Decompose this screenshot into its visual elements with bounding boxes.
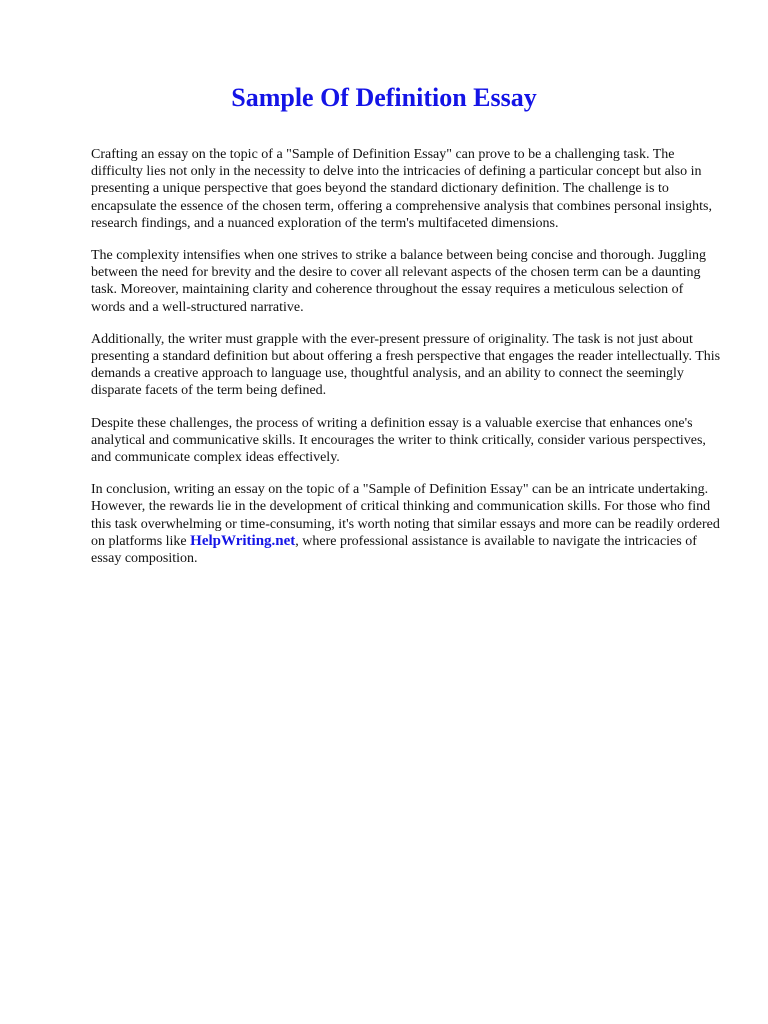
paragraph-2: The complexity intensifies when one strives to strike a balance between being concise and thorough. Juggling between the need for brevity and the desire to cover all relevant aspects of the chosen term can be a daunting task. Moreover, maintaining clarity and coherence throughout the essay requires a meticulous selection of words and a well-structured narrative.	[91, 248, 707, 315]
paragraph-3: Additionally, the writer must grapple with the ever-present pressure of originality. The task is not just about presenting a standard definition but about offering a fresh perspective that engages the reader intellectually. This demands a creative approach to language use, thoughtful analysis, and an ability to connect the seemingly disparate facets of the term being defined.	[91, 331, 721, 399]
paragraph-conclusion	[91, 481, 721, 567]
paragraph-4: Despite these challenges, the process of writing a definition essay is a valuable exercise that enhances one's analytical and communicative skills. It encourages the writer to think critically, consider various perspectives, and communicate complex ideas effectively.	[91, 415, 706, 466]
essay-body	[91, 146, 721, 582]
helpwriting-link[interactable]: HelpWriting.net	[190, 532, 296, 549]
conclusion-text-before-link: In conclusion, writing an essay on the topic of a "Sample of Definition Essay" can be an intricate undertaking. However, the rewards lie in the development of critical thinking and communication skills. For those who find this task overwhelming or time-consuming, it's worth noting that similar essays and more can be readily ordered on platforms like	[91, 482, 720, 549]
conclusion-text-after-link: , where professional assistance is available to navigate the intricacies of essay composition.	[91, 533, 697, 567]
page-title: Sample Of Definition Essay	[231, 83, 537, 112]
paragraph-1: Crafting an essay on the topic of a "Sample of Definition Essay" can prove to be a challenging task. The difficulty lies not only in the necessity to delve into the intricacies of defining a particular concept but also in presenting a unique perspective that goes beyond the standard dictionary definition. The challenge is to encapsulate the essence of the chosen term, offering a comprehensive analysis that combines personal insights, research findings, and a nuanced exploration of the term's multifaceted dimensions.	[91, 147, 712, 231]
